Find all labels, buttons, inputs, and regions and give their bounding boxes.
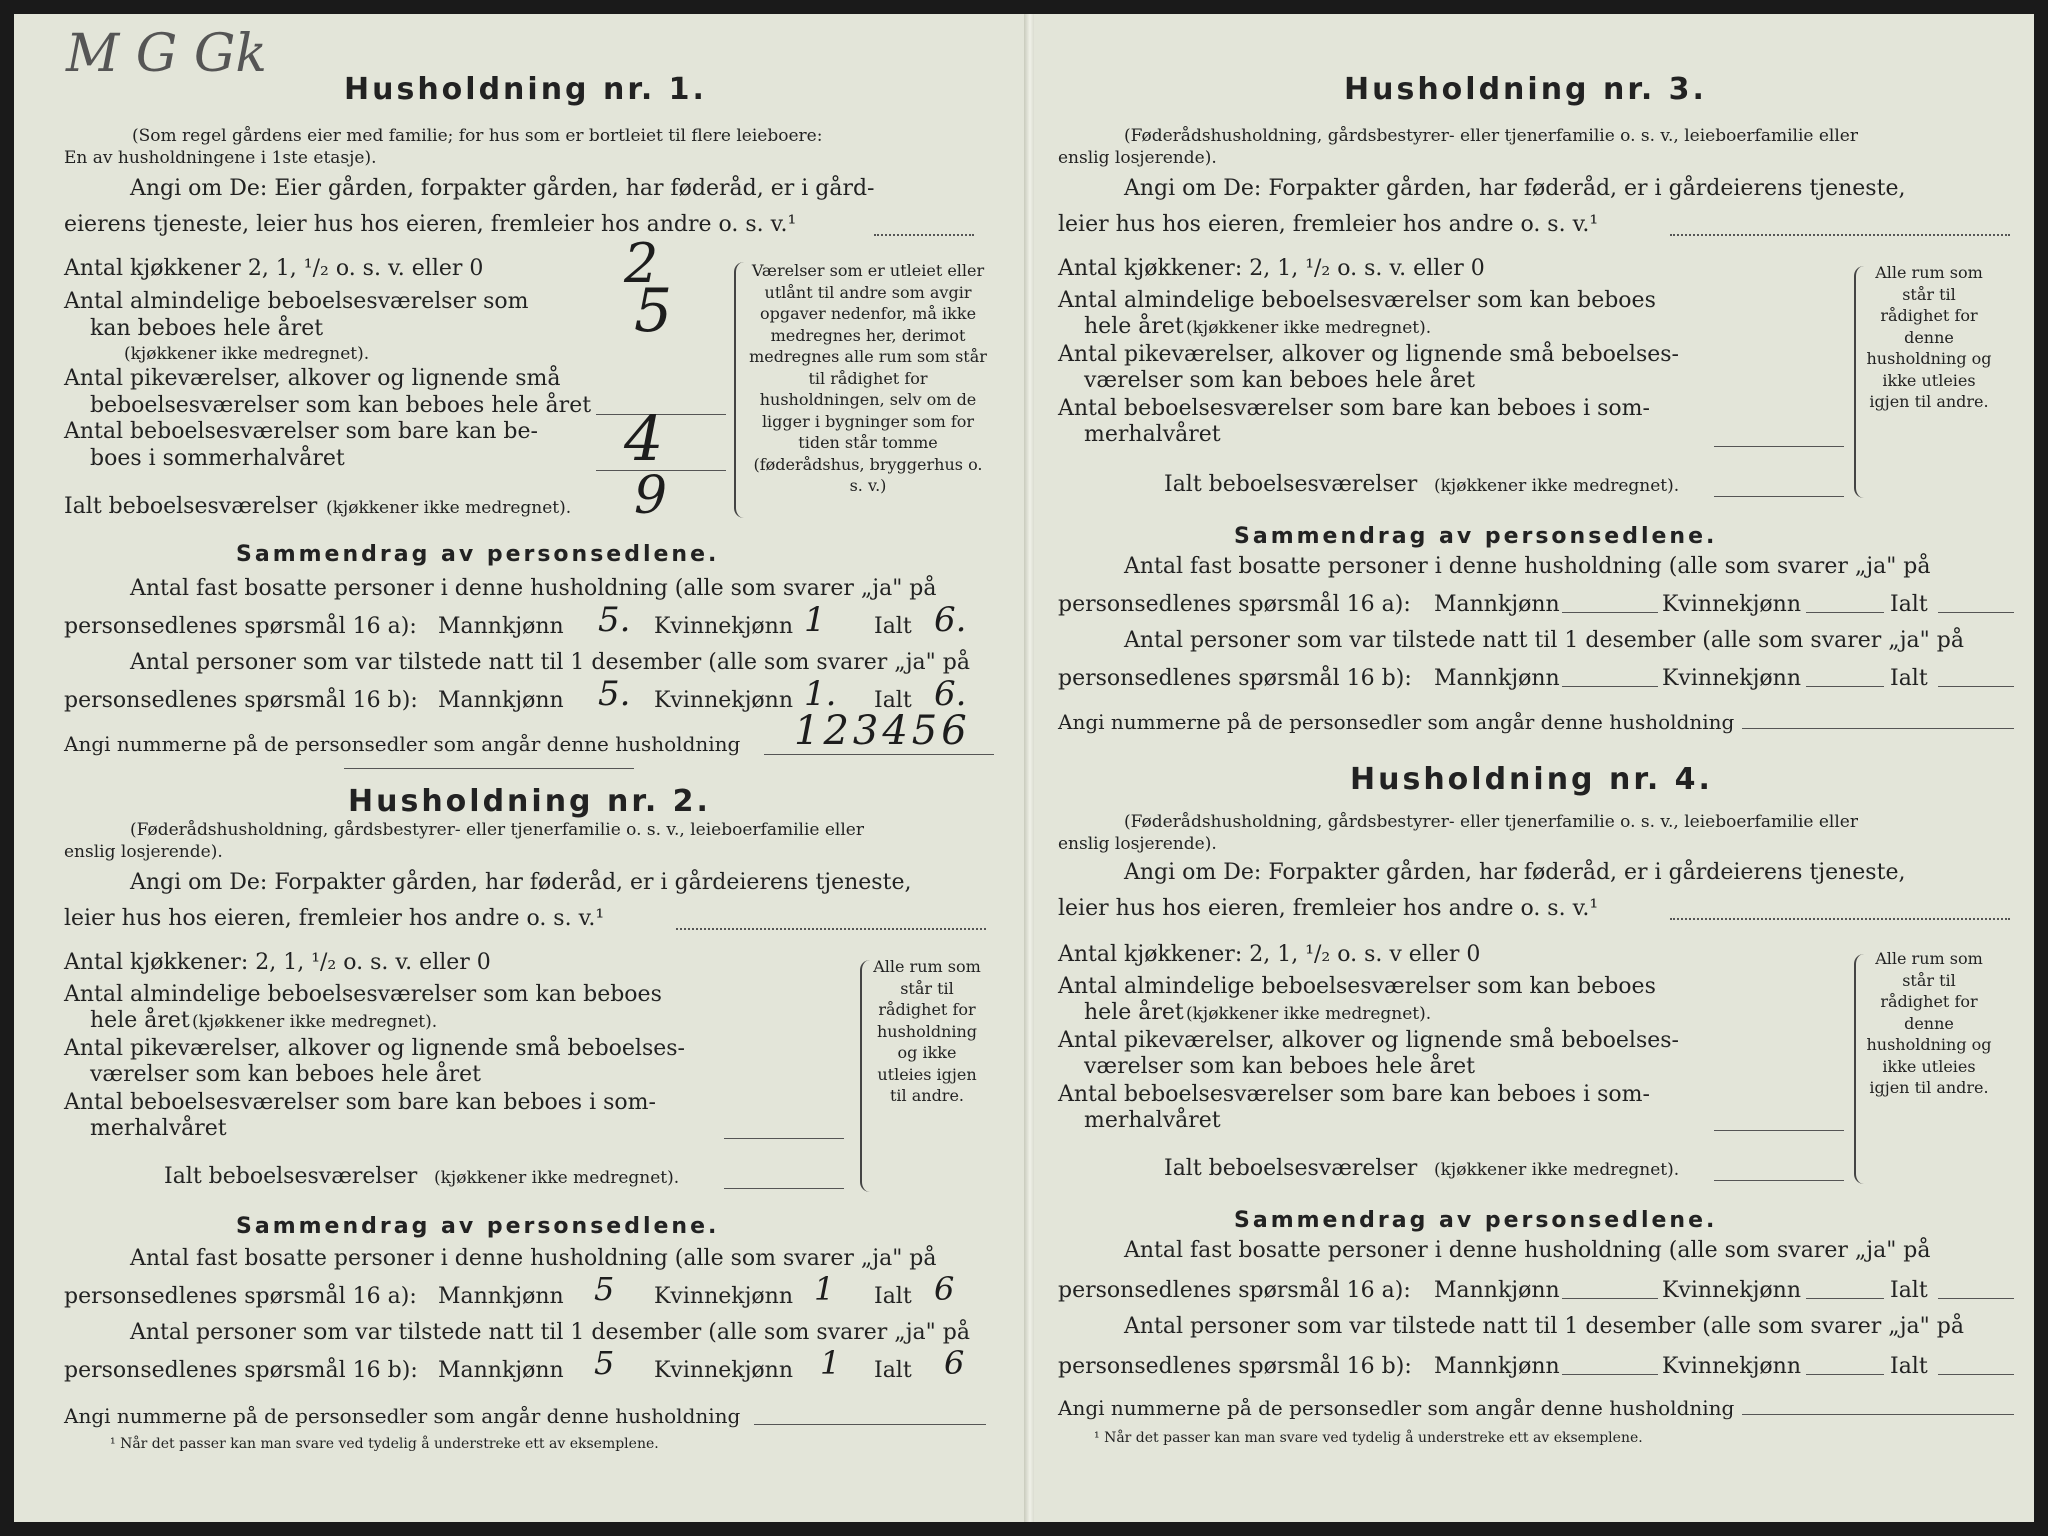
- household-2-total-note: (kjøkkener ikke medregnet).: [434, 1168, 680, 1188]
- household-3-a-male-label: Mannkjønn: [1434, 592, 1560, 617]
- household-1-b-female-label: Kvinnekjønn: [654, 688, 793, 713]
- household-2-a-female-value: 1: [814, 1270, 835, 1308]
- household-3-b-female-label: Kvinnekjønn: [1662, 666, 1801, 691]
- household-1-summer-value: 4: [624, 402, 664, 475]
- household-2-a-line-1: Antal fast bosatte personer i denne husholdning (alle som svarer „ja" på: [130, 1246, 937, 1271]
- household-1-a-total-value: 6.: [934, 600, 967, 640]
- household-4-b-total-label: Ialt: [1890, 1354, 1928, 1379]
- household-2-maid-label-1: Antal pikeværelser, alkover og lignende små beboelses-: [64, 1036, 685, 1061]
- household-1-numbers-value: 123456: [794, 708, 971, 754]
- household-1-a-line-1: Antal fast bosatte personer i denne husholdning (alle som svarer „ja" på: [130, 576, 937, 601]
- household-2-question-2: leier hus hos eieren, fremleier hos andre o. s. v.¹: [64, 906, 605, 931]
- household-1-b-female-value: 1.: [804, 674, 837, 714]
- household-2-b-male-value: 5: [594, 1344, 615, 1382]
- household-1-summer-label-2: boes i sommerhalvåret: [90, 446, 345, 471]
- household-1-intro-2: En av husholdningene i 1ste etasje).: [64, 148, 377, 168]
- household-2-b-total-label: Ialt: [874, 1358, 912, 1383]
- household-3-a-total-label: Ialt: [1890, 592, 1928, 617]
- household-1-summary-title: Sammendrag av personsedlene.: [236, 542, 720, 567]
- household-3-intro-2: enslig losjerende).: [1058, 148, 1217, 168]
- household-3-b-male-label: Mannkjønn: [1434, 666, 1560, 691]
- household-4-rooms-label-2: hele året: [1084, 1000, 1184, 1025]
- household-3-summer-label-2: merhalvåret: [1084, 422, 1221, 447]
- household-2-a-female-label: Kvinnekjønn: [654, 1284, 793, 1309]
- household-4-title: Husholdning nr. 4.: [1350, 762, 1713, 797]
- household-4-intro-1: (Føderådshusholdning, gårdsbestyrer- eller tjenerfamilie o. s. v., leieboerfamilie eller: [1124, 812, 1858, 832]
- household-3-summer-label-1: Antal beboelsesværelser som bare kan beboes i som-: [1058, 396, 1650, 421]
- footnote-left: ¹ Når det passer kan man svare ved tydelig å understreke ett av eksemplene.: [110, 1436, 659, 1452]
- household-1-question-1: Angi om De: Eier gården, forpakter gården, har føderåd, er i gård-: [130, 176, 875, 201]
- household-3-a-line-1: Antal fast bosatte personer i denne husholdning (alle som svarer „ja" på: [1124, 554, 1931, 579]
- household-1-rooms-note: (kjøkkener ikke medregnet).: [124, 344, 370, 364]
- household-4-question-2: leier hus hos eieren, fremleier hos andre o. s. v.¹: [1058, 896, 1599, 921]
- household-1-rooms-value: 5: [634, 276, 673, 346]
- household-2-a-male-label: Mannkjønn: [438, 1284, 564, 1309]
- household-1-b-line-1: Antal personer som var tilstede natt til 1 desember (alle som svarer „ja" på: [130, 650, 970, 675]
- household-2-summer-label-1: Antal beboelsesværelser som bare kan beboes i som-: [64, 1090, 656, 1115]
- household-1-b-total-value: 6.: [934, 674, 967, 714]
- household-2-a-total-value: 6: [934, 1270, 955, 1308]
- household-4-summary-title: Sammendrag av personsedlene.: [1234, 1208, 1718, 1233]
- household-2-b-total-value: 6: [944, 1344, 965, 1382]
- household-4-b-line-2: personsedlenes spørsmål 16 b):: [1058, 1354, 1412, 1379]
- household-4-side-note: Alle rum som står til rådighet for denne husholdning og ikke utleies igjen til andre.: [1866, 949, 1992, 1097]
- household-4-a-line-2: personsedlenes spørsmål 16 a):: [1058, 1278, 1411, 1303]
- household-4-b-female-label: Kvinnekjønn: [1662, 1354, 1801, 1379]
- household-4-a-female-label: Kvinnekjønn: [1662, 1278, 1801, 1303]
- household-1-maid-label-2: beboelsesværelser som kan beboes hele året: [90, 393, 592, 418]
- household-2-rooms-label-1: Antal almindelige beboelsesværelser som kan beboes: [64, 982, 662, 1007]
- household-4-a-line-1: Antal fast bosatte personer i denne husholdning (alle som svarer „ja" på: [1124, 1238, 1931, 1263]
- household-3-rooms-note: (kjøkkener ikke medregnet).: [1186, 318, 1432, 338]
- household-3-b-total-label: Ialt: [1890, 666, 1928, 691]
- household-3-total-label: Ialt beboelsesværelser: [1164, 472, 1418, 497]
- household-3-title: Husholdning nr. 3.: [1344, 72, 1707, 107]
- household-3-b-line-1: Antal personer som var tilstede natt til 1 desember (alle som svarer „ja" på: [1124, 628, 1964, 653]
- household-4-a-male-label: Mannkjønn: [1434, 1278, 1560, 1303]
- household-3-kitchens-label: Antal kjøkkener: 2, 1, ¹/₂ o. s. v. eller 0: [1058, 256, 1485, 281]
- household-3-b-line-2: personsedlenes spørsmål 16 b):: [1058, 666, 1412, 691]
- household-1-total-value: 9: [634, 466, 668, 526]
- household-1-side-note: Værelser som er utleiet eller utlånt til andre som avgir opgaver nedenfor, må ikke medregnes her, derimot medregnes alle rum som står til rådighet for husholdningen, selv om de ligger i bygninger som for tiden står tomme (føderådshus, bryggerhus o. s. v.): [749, 261, 987, 495]
- household-3-question-2: leier hus hos eieren, fremleier hos andre o. s. v.¹: [1058, 212, 1599, 237]
- household-2-question-1: Angi om De: Forpakter gården, har føderåd, er i gårdeierens tjeneste,: [130, 870, 912, 895]
- household-4-numbers-label: Angi nummerne på de personsedler som angår denne husholdning: [1058, 1396, 1735, 1420]
- household-2-kitchens-label: Antal kjøkkener: 2, 1, ¹/₂ o. s. v. eller 0: [64, 950, 491, 975]
- household-3-rooms-label-2: hele året: [1084, 314, 1184, 339]
- household-2-total-label: Ialt beboelsesværelser: [164, 1164, 418, 1189]
- household-3-side-note: Alle rum som står til rådighet for denne husholdning og ikke utleies igjen til andre.: [1866, 263, 1992, 411]
- household-1-maid-label-1: Antal pikeværelser, alkover og lignende små: [64, 366, 561, 391]
- household-3-intro-1: (Føderådshusholdning, gårdsbestyrer- eller tjenerfamilie o. s. v., leieboerfamilie eller: [1124, 126, 1858, 146]
- household-1-b-total-label: Ialt: [874, 688, 912, 713]
- household-3-rooms-label-1: Antal almindelige beboelsesværelser som kan beboes: [1058, 288, 1656, 313]
- household-2-title: Husholdning nr. 2.: [348, 784, 711, 819]
- household-4-rooms-note: (kjøkkener ikke medregnet).: [1186, 1004, 1432, 1024]
- household-4-maid-label-1: Antal pikeværelser, alkover og lignende små beboelses-: [1058, 1028, 1679, 1053]
- household-2-a-male-value: 5: [594, 1270, 615, 1308]
- household-4-rooms-label-1: Antal almindelige beboelsesværelser som kan beboes: [1058, 974, 1656, 999]
- household-3-total-note: (kjøkkener ikke medregnet).: [1434, 476, 1680, 496]
- household-2-rooms-note: (kjøkkener ikke medregnet).: [192, 1012, 438, 1032]
- household-2-intro-1: (Føderådshusholdning, gårdsbestyrer- eller tjenerfamilie o. s. v., leieboerfamilie eller: [130, 820, 864, 840]
- household-4-b-male-label: Mannkjønn: [1434, 1354, 1560, 1379]
- household-3-maid-label-2: værelser som kan beboes hele året: [1084, 368, 1475, 393]
- household-2-side-note: Alle rum som står til rådighet for husholdning og ikke utleies igjen til andre.: [873, 957, 981, 1105]
- household-4-total-label: Ialt beboelsesværelser: [1164, 1156, 1418, 1181]
- household-3-question-1: Angi om De: Forpakter gården, har føderåd, er i gårdeierens tjeneste,: [1124, 176, 1906, 201]
- household-1-title: Husholdning nr. 1.: [344, 72, 707, 107]
- footnote-right: ¹ Når det passer kan man svare ved tydelig å understreke ett av eksemplene.: [1094, 1430, 1643, 1446]
- household-2-a-line-2: personsedlenes spørsmål 16 a):: [64, 1284, 417, 1309]
- household-4-question-1: Angi om De: Forpakter gården, har føderåd, er i gårdeierens tjeneste,: [1124, 860, 1906, 885]
- household-1-a-male-value: 5.: [598, 600, 631, 640]
- household-1-kitchens-label: Antal kjøkkener 2, 1, ¹/₂ o. s. v. eller 0: [64, 256, 484, 281]
- household-1-intro-1: (Som regel gårdens eier med familie; for hus som er bortleiet til flere leieboere:: [132, 126, 823, 146]
- household-1-question-2: eierens tjeneste, leier hus hos eieren, fremleier hos andre o. s. v.¹: [64, 212, 797, 237]
- household-4-total-note: (kjøkkener ikke medregnet).: [1434, 1160, 1680, 1180]
- right-page: [1034, 14, 2034, 1522]
- household-1-numbers-label: Angi nummerne på de personsedler som angår denne husholdning: [64, 732, 741, 756]
- household-4-kitchens-label: Antal kjøkkener: 2, 1, ¹/₂ o. s. v eller 0: [1058, 942, 1481, 967]
- household-2-summer-label-2: merhalvåret: [90, 1116, 227, 1141]
- household-2-summary-title: Sammendrag av personsedlene.: [236, 1214, 720, 1239]
- household-1-b-male-label: Mannkjønn: [438, 688, 564, 713]
- household-2-rooms-label-2: hele året: [90, 1008, 190, 1033]
- household-3-summary-title: Sammendrag av personsedlene.: [1234, 524, 1718, 549]
- household-1-b-male-value: 5.: [598, 674, 631, 714]
- household-2-a-total-label: Ialt: [874, 1284, 912, 1309]
- household-4-summer-label-2: merhalvåret: [1084, 1108, 1221, 1133]
- household-2-b-line-2: personsedlenes spørsmål 16 b):: [64, 1358, 418, 1383]
- household-1-rooms-label-1: Antal almindelige beboelsesværelser som: [64, 289, 529, 314]
- household-2-b-line-1: Antal personer som var tilstede natt til 1 desember (alle som svarer „ja" på: [130, 1320, 970, 1345]
- household-4-b-line-1: Antal personer som var tilstede natt til 1 desember (alle som svarer „ja" på: [1124, 1314, 1964, 1339]
- household-2-intro-2: enslig losjerende).: [64, 842, 223, 862]
- household-4-a-total-label: Ialt: [1890, 1278, 1928, 1303]
- household-2-b-female-value: 1: [820, 1344, 841, 1382]
- household-4-summer-label-1: Antal beboelsesværelser som bare kan beboes i som-: [1058, 1082, 1650, 1107]
- household-1-kitchens-value: 2: [624, 232, 659, 295]
- household-1-total-label: Ialt beboelsesværelser: [64, 494, 318, 519]
- household-1-b-line-2: personsedlenes spørsmål 16 b):: [64, 688, 418, 713]
- household-4-intro-2: enslig losjerende).: [1058, 834, 1217, 854]
- household-2-b-female-label: Kvinnekjønn: [654, 1358, 793, 1383]
- household-1-rooms-label-2: kan beboes hele året: [90, 316, 324, 341]
- household-2-maid-label-2: værelser som kan beboes hele året: [90, 1062, 481, 1087]
- household-3-a-female-label: Kvinnekjønn: [1662, 592, 1801, 617]
- left-page: [14, 14, 1026, 1522]
- household-3-maid-label-1: Antal pikeværelser, alkover og lignende små beboelses-: [1058, 342, 1679, 367]
- household-1-a-total-label: Ialt: [874, 614, 912, 639]
- household-1-total-note: (kjøkkener ikke medregnet).: [326, 498, 572, 518]
- household-1-a-line-2: personsedlenes spørsmål 16 a):: [64, 614, 417, 639]
- household-1-summer-label-1: Antal beboelsesværelser som bare kan be-: [64, 419, 538, 444]
- household-1-a-female-value: 1: [804, 600, 826, 640]
- household-2-numbers-label: Angi nummerne på de personsedler som angår denne husholdning: [64, 1404, 741, 1428]
- household-1-a-male-label: Mannkjønn: [438, 614, 564, 639]
- household-1-a-female-label: Kvinnekjønn: [654, 614, 793, 639]
- household-2-b-male-label: Mannkjønn: [438, 1358, 564, 1383]
- household-3-a-line-2: personsedlenes spørsmål 16 a):: [1058, 592, 1411, 617]
- household-3-numbers-label: Angi nummerne på de personsedler som angår denne husholdning: [1058, 710, 1735, 734]
- household-4-maid-label-2: værelser som kan beboes hele året: [1084, 1054, 1475, 1079]
- corner-note: M G Gk: [66, 24, 267, 84]
